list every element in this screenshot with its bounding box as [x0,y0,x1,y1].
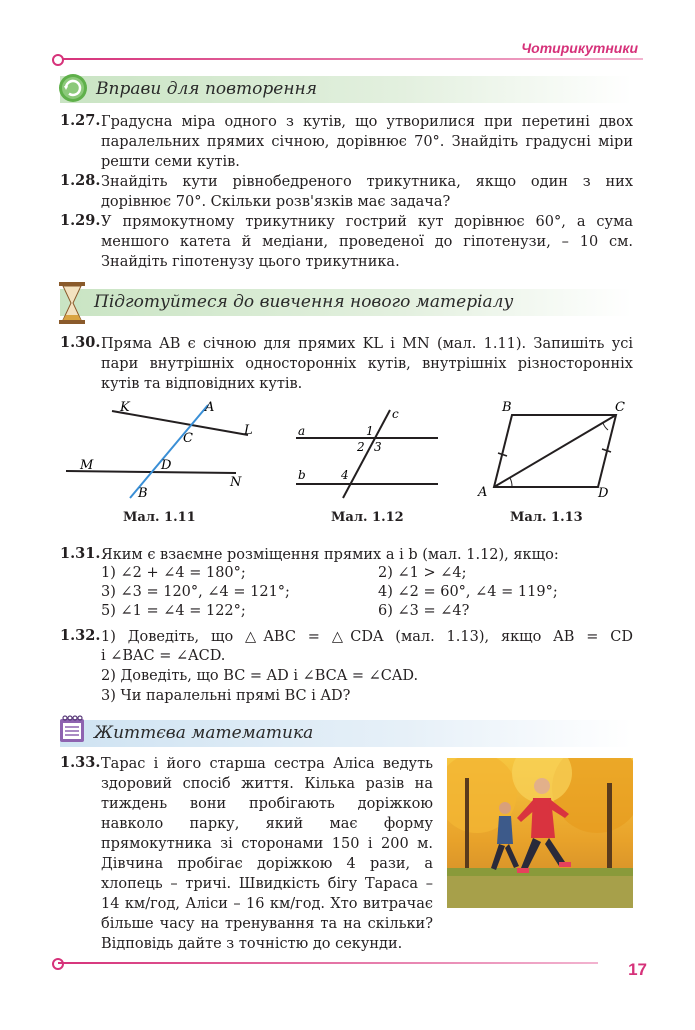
label-c: c [392,407,399,421]
problem-text: У прямокутному трикутнику гострий кут дорівнює 60°, а сума меншого катета й медіани, проведеної до гіпотенузи, – 10 см. Знайдіть гіпотенузу цього трикутника. [101,214,633,270]
problem-number: 1.29. [60,212,101,229]
problem-number: 1.27. [60,112,101,129]
label-a: A [205,400,215,415]
bottom-rule [58,962,598,964]
label-b: B [138,486,148,501]
problem-text: Знайдіть кути рівнобедреного трикутника, якщо один з них дорівнює 70°. Скільки розв'язків має задача? [101,174,633,210]
caption-1-13: Мал. 1.13 [510,510,583,525]
label-a: A [478,485,488,500]
option: 1) ∠2 + ∠4 = 180°; [101,565,246,581]
line-kl [112,411,248,435]
chapter-title: Чотирикутники [521,40,638,56]
line-ab [130,405,208,498]
refresh-icon [58,73,88,103]
diagonal-ac [494,415,616,487]
figure-1-11 [60,398,260,502]
label-c: C [183,431,193,446]
label-n: N [230,475,242,490]
angle-bac [510,478,512,487]
option: 2) ∠1 > ∠4; [378,565,467,581]
option: 5) ∠1 = ∠4 = 122°; [101,603,246,619]
problem-text: Пряма AB є січною для прямих KL і MN (мал. 1.11). Запишіть усі пари внутрішніх односторонніх кутів, внутрішніх різносторонніх кутів та відповідних кутів. [101,336,633,392]
section-title-review: Вправи для повторення [96,79,317,99]
problem-line: і ∠BAC = ∠ACD. [101,648,226,664]
label-d: D [161,458,172,473]
label-b: B [502,400,512,415]
angle-2: 2 [357,440,365,454]
caption-1-11: Мал. 1.11 [123,510,196,525]
angle-acd [603,423,608,430]
section-title-prepare: Підготуйтеся до вивчення нового матеріалу [94,292,514,312]
hourglass-icon [58,281,86,325]
label-a: a [298,424,306,438]
figure-1-12 [290,404,450,500]
label-m: M [80,458,94,473]
label-k: K [120,400,130,415]
problem-text: Тарас і його старша сестра Аліса ведуть здоровий спосіб життя. Кілька разів на тиждень вони пробігають доріжкою навколо парку, який має форму прямокутника зі сторонами 150 і 200 м. Дівчина пробігає доріжкою 4 рази, а хлопець – тричі. Швидкість бігу Тараса – 14 км/год, Аліси – 16 км/год. Хто витрачає більше часу на тренування та на скільки? Відповідь дайте з точністю до секунди. [101,756,433,952]
problem-text: Градусна міра одного з кутів, що утворилися при перетині двох паралельних прямих січною, дорівнює 70°. Знайдіть градусні міри решти семи кутів. [101,114,633,170]
label-b: b [298,468,306,482]
label-d: D [598,486,609,501]
problem-line: 3) Чи паралельні прямі BC і AD? [101,688,351,704]
option: 3) ∠3 = 120°, ∠4 = 121°; [101,584,290,600]
problem-line: 1) Доведіть, що △ABC = △CDA (мал. 1.13), якщо AB = CD [101,629,633,645]
label-c: C [615,400,625,415]
option: 4) ∠2 = 60°, ∠4 = 119°; [378,584,558,600]
problem-number: 1.31. [60,545,101,562]
page-number: 17 [628,960,647,979]
caption-1-12: Мал. 1.12 [331,510,404,525]
problem-line: 2) Доведіть, що BC = AD і ∠BCA = ∠CAD. [101,668,419,684]
problem-number: 1.28. [60,172,101,189]
notebook-icon [58,714,86,744]
angle-1: 1 [366,424,374,438]
option: 6) ∠3 = ∠4? [378,603,470,619]
angle-3: 3 [374,440,382,454]
problem-text: Яким є взаємне розміщення прямих a і b (мал. 1.12), якщо: [101,547,559,563]
bottom-rule-dot [52,958,64,970]
label-l: L [244,423,253,438]
problem-number: 1.32. [60,627,101,644]
top-rule [58,58,643,60]
top-rule-dot [52,54,64,66]
section-title-life: Життєва математика [94,723,314,743]
problem-number: 1.30. [60,334,101,351]
problem-number: 1.33. [60,754,101,771]
running-photo [447,758,633,908]
angle-4: 4 [341,468,349,482]
figure-1-13 [474,398,634,502]
